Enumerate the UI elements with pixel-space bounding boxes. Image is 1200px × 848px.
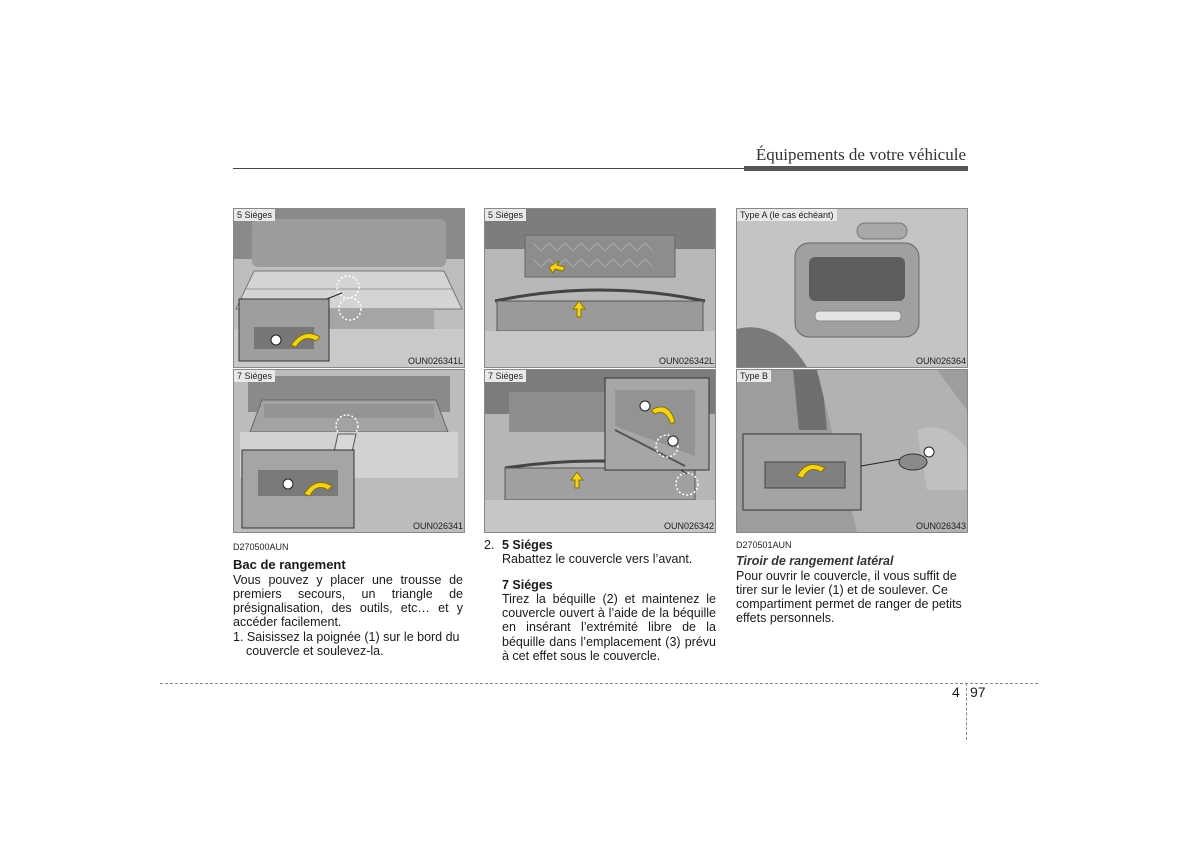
- figure-1-label: 5 Siéges: [234, 209, 275, 221]
- figure-6-label: Type B: [737, 370, 771, 382]
- figure-4-illustration: [234, 370, 464, 532]
- figure-6-illustration: [737, 370, 967, 532]
- figure-4: [233, 369, 465, 533]
- figure-1-code: OUN026341L: [407, 356, 463, 366]
- figure-5-illustration: [485, 370, 715, 532]
- figure-4-code: OUN026341: [412, 521, 463, 531]
- figure-5: [484, 369, 716, 533]
- footer-divider: [966, 683, 967, 740]
- figure-1: [233, 208, 465, 368]
- column-3: [736, 538, 968, 626]
- sub-heading-7-seats: 7 Siéges: [502, 577, 553, 592]
- header-bar: [744, 166, 968, 171]
- section-code: D270500AUN: [233, 542, 289, 552]
- page-number: 97: [970, 684, 986, 700]
- footer-rule: [160, 683, 1038, 684]
- figure-3: [736, 208, 968, 368]
- step-2: [484, 538, 716, 552]
- step-1: 1. Saisissez la poignée (1) sur le bord du couvercle et soulevez-la.: [233, 629, 460, 659]
- page-section-number: 4: [952, 684, 960, 700]
- figure-1-illustration: [234, 209, 464, 367]
- column-2: [484, 538, 716, 663]
- step-2-text: Rabattez le couvercle vers l’avant.: [502, 552, 693, 567]
- figure-3-label: Type A (le cas échéant): [737, 209, 837, 221]
- figure-2-label: 5 Siéges: [485, 209, 526, 221]
- sub-text-7-seats: Tirez la béquille (2) et maintenez le couvercle ouvert à l’aide de la béquille en insérant l’extrémité libre de la béquille dans l’emplacement (3) prévu à cet effet sous le couvercle.: [502, 591, 716, 664]
- figure-2-code: OUN026342L: [658, 356, 714, 366]
- figure-5-code: OUN026342: [663, 521, 714, 531]
- step-2-title: 5 Siéges: [502, 538, 553, 552]
- figure-3-code: OUN026364: [915, 356, 966, 366]
- column-1: [233, 540, 463, 658]
- figure-2-illustration: [485, 209, 715, 367]
- section-code-2: D270501AUN: [736, 540, 792, 550]
- figure-4-label: 7 Siéges: [234, 370, 275, 382]
- page-header-title: Équipements de votre véhicule: [755, 145, 966, 164]
- section-heading: Bac de rangement: [233, 557, 346, 573]
- figure-5-label: 7 Siéges: [485, 370, 526, 382]
- figure-3-illustration: [737, 209, 967, 367]
- figure-6-code: OUN026343: [915, 521, 966, 531]
- section-heading-2: Tiroir de rangement latéral: [736, 554, 894, 569]
- figure-6: [736, 369, 968, 533]
- step-2-number: 2.: [484, 538, 495, 552]
- figure-2: [484, 208, 716, 368]
- section-paragraph-2: Pour ouvrir le couvercle, il vous suffit de tirer sur le levier (1) et de soulever. Ce compartiment permet de ranger de petits effets personnels.: [736, 568, 962, 626]
- section-paragraph: Vous pouvez y placer une trousse de premiers secours, un triangle de présignalisation, des outils, etc… et y accéder facilement.: [233, 572, 463, 630]
